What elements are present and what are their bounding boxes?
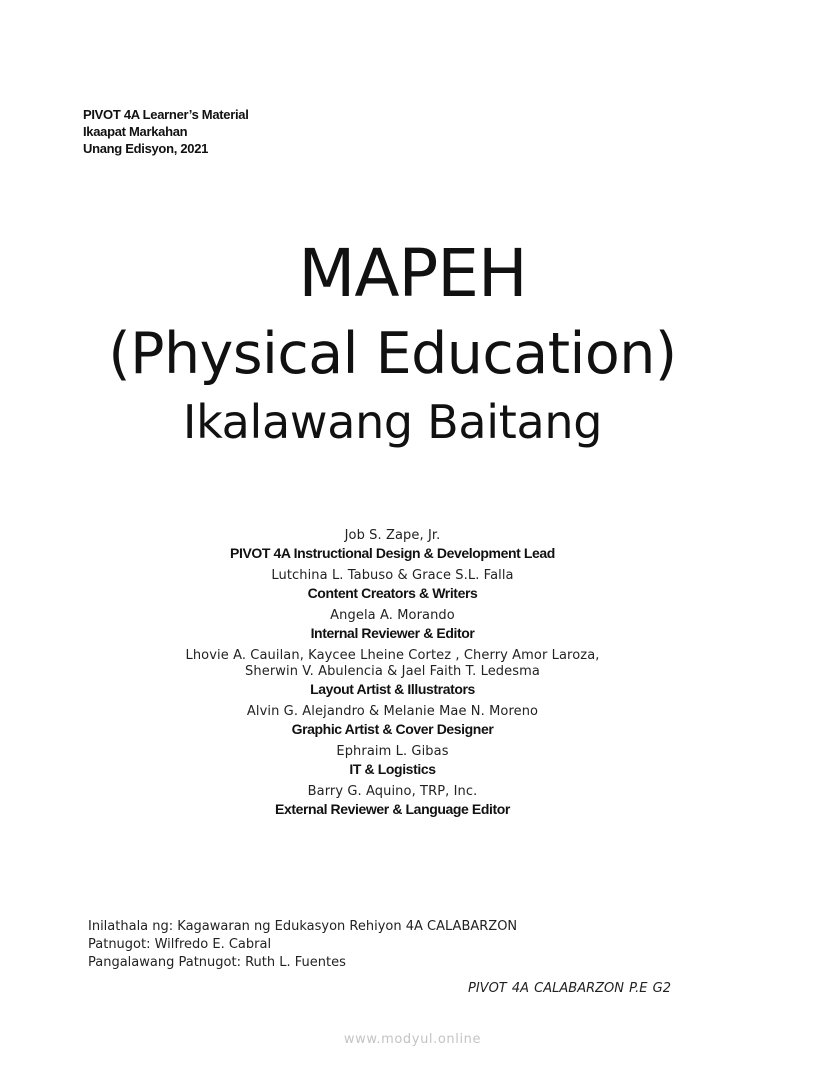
credit-names: Lhovie A. Cauilan, Kaycee Lheine Cortez , Cherry Amor Laroza, (185, 648, 600, 663)
credit-role: Internal Reviewer & Editor (310, 625, 475, 641)
credit-names: Barry G. Aquino, TRP, Inc. (307, 784, 478, 799)
quarter-label: Ikaapat Markahan (83, 124, 188, 139)
edition-info (83, 106, 249, 157)
credits-section (0, 528, 785, 824)
credit-group (0, 528, 785, 562)
credit-names: Job S. Zape, Jr. (344, 528, 441, 543)
subject-title: MAPEH (298, 235, 527, 312)
credit-names: Sherwin V. Abulencia & Jael Faith T. Ledesma (245, 664, 540, 679)
edition-year-label: Unang Edisyon, 2021 (83, 141, 209, 156)
watermark-text: www.modyul.online (343, 1032, 482, 1047)
credit-group (0, 784, 785, 818)
credit-role: PIVOT 4A Instructional Design & Development Lead (230, 545, 555, 561)
credit-role: Graphic Artist & Cover Designer (291, 721, 494, 737)
publisher-info (88, 918, 517, 972)
credit-role: Layout Artist & Illustrators (310, 681, 475, 697)
credit-names: Alvin G. Alejandro & Melanie Mae N. Moreno (246, 704, 539, 719)
credit-group (0, 648, 785, 698)
assistant-editor-line: Pangalawang Patnugot: Ruth L. Fuentes (88, 955, 346, 970)
component-title: (Physical Education) (108, 321, 677, 387)
credit-role: IT & Logistics (349, 761, 436, 777)
publisher-line: Inilathala ng: Kagawaran ng Edukasyon Rehiyon 4A CALABARZON (88, 919, 518, 934)
footer-code: PIVOT 4A CALABARZON P.E G2 (468, 981, 671, 996)
editor-line: Patnugot: Wilfredo E. Cabral (88, 937, 272, 952)
credit-group (0, 704, 785, 738)
credit-group (0, 608, 785, 642)
credit-names: Angela A. Morando (330, 608, 455, 623)
credit-group (0, 744, 785, 778)
material-label: PIVOT 4A Learner’s Material (83, 107, 249, 122)
credit-names: Ephraim L. Gibas (336, 744, 449, 759)
credit-names: Lutchina L. Tabuso & Grace S.L. Falla (271, 568, 514, 583)
grade-title: Ikalawang Baitang (182, 395, 603, 449)
credit-group (0, 568, 785, 602)
credit-role: External Reviewer & Language Editor (275, 801, 510, 817)
credit-role: Content Creators & Writers (307, 585, 478, 601)
